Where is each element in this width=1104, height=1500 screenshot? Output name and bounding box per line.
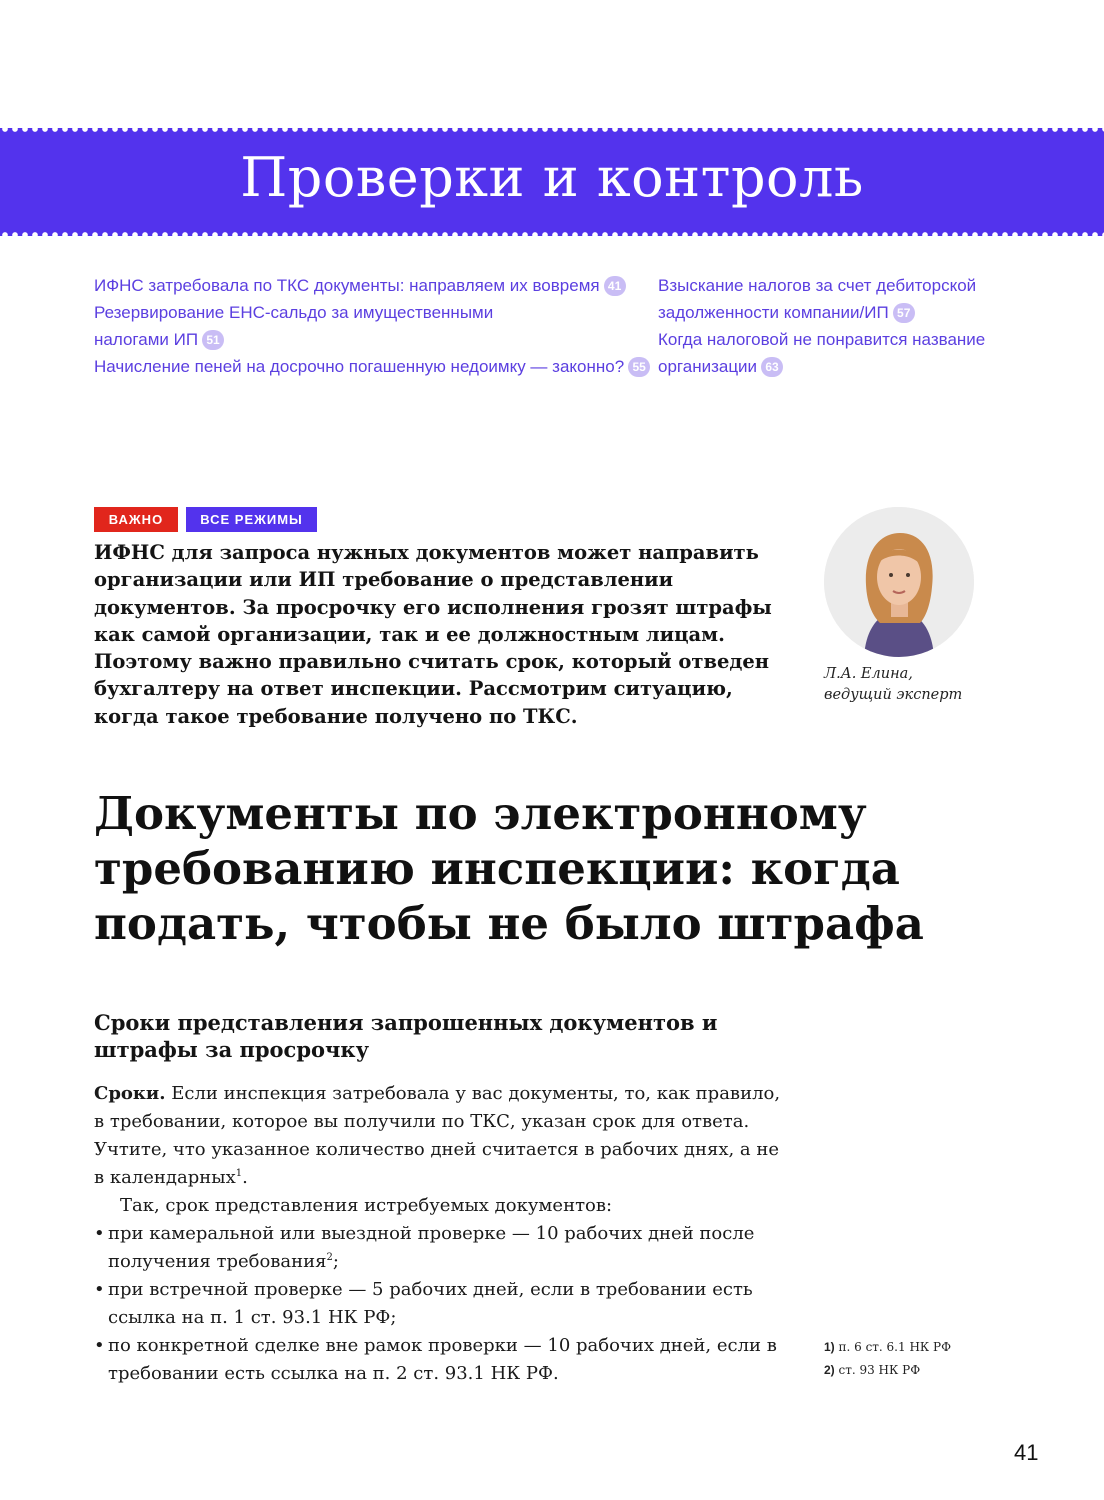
page-badge: 57 [893,303,915,323]
page-badge: 41 [604,276,626,296]
toc-link[interactable]: ИФНС затребовала по ТКС документы: направляем их вовремя 41 [94,272,624,299]
toc-link[interactable]: Взыскание налогов за счет дебиторской [658,276,977,295]
list-item: • по конкретной сделке вне рамок проверки — 10 рабочих дней, если в требовании есть ссылка на п. 2 ст. 93.1 НК РФ. [94,1332,784,1388]
author-photo [824,507,974,657]
body-paragraph: Сроки. Если инспекция затребовала у вас документы, то, как правило, в требовании, которое вы получили по ТКС, указан срок для ответа. Учтите, что указанное количество дней считается в рабочих днях, а не в календарных$^1$. [94,1083,781,1188]
author-photo-illustration [824,507,974,657]
article-title: Документы по электронному требованию инспекции: когда подать, чтобы не было штрафа [94,787,924,950]
toc-link[interactable]: организации 63 [658,353,998,380]
toc-link[interactable]: Резервирование ЕНС-сальдо за имущественными [94,303,494,322]
article-subtitle: Сроки представления запрошенных документов и штрафы за просрочку [94,1010,718,1062]
author-role: ведущий эксперт [824,687,963,703]
toc-link[interactable]: задолженности компании/ИП 57 [658,299,998,326]
footnotes [824,1336,1044,1382]
banner-scallop-bottom [0,231,1104,239]
body-paragraph: Так, срок представления истребуемых документов: [120,1195,613,1216]
article-body [94,1080,784,1388]
banner-scallop-top [0,125,1104,133]
tag-all-regimes: ВСЕ РЕЖИМЫ [186,507,317,532]
author-name: Л.А. Елина, [824,666,913,682]
footnote: 2) ст. 93 НК РФ [824,1363,921,1377]
toc-link[interactable]: налогами ИП 51 [94,326,624,353]
lead-paragraph: ИФНС для запроса нужных документов может направить организации или ИП требование о представлении документов. За просрочку его исполнения грозят штрафы как самой организации, так и ее должностным лицам. Поэтому важно правильно считать срок, который отведен бухгалтеру на ответ инспекции. Рассмотрим ситуацию, когда такое требование получено по ТКС. [94,541,772,728]
section-banner [0,128,1104,236]
author-caption [824,664,1024,706]
toc-column-left [94,272,646,380]
page-badge: 63 [761,357,783,377]
section-title: Проверки и контроль [240,146,864,209]
page-number: 41 [1014,1440,1039,1465]
toc-link[interactable]: Когда налоговой не понравится название [658,330,986,349]
list-item: • при встречной проверке — 5 рабочих дней, если в требовании есть ссылка на п. 1 ст. 93.1 НК РФ; [94,1276,784,1332]
list-item: • при камеральной или выездной проверке — 10 рабочих дней после получения требования$^2$; [94,1220,784,1276]
paragraph-lead-word: Сроки. [94,1083,166,1104]
toc-link[interactable]: Начисление пеней на досрочно погашенную недоимку — законно? 55 [94,353,624,380]
footnote-ref: 2 [326,1252,333,1263]
footnote-ref: 1 [235,1168,243,1179]
footnote: 1) п. 6 ст. 6.1 НК РФ [824,1340,952,1354]
tag-important: ВАЖНО [94,507,178,532]
page-badge: 55 [628,357,650,377]
toc-column-right [658,272,998,380]
page-badge: 51 [202,330,224,350]
